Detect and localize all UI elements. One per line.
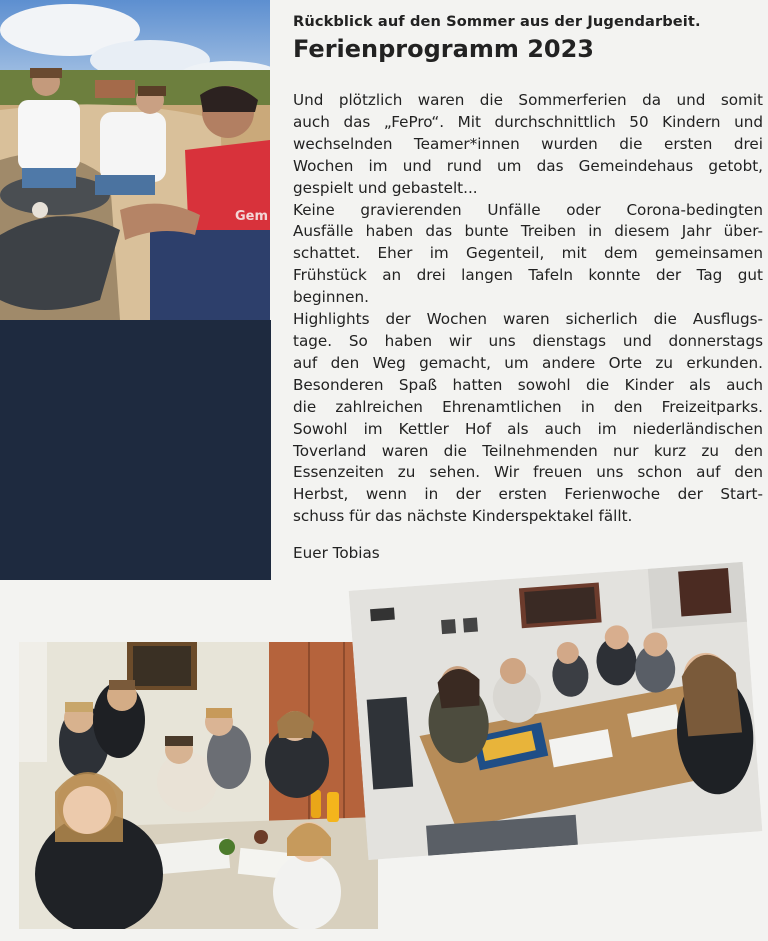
article-line: Sowohl im Kettler Hof als auch im niederländischen [293,419,763,438]
article-line: schattet. Eher im Gegenteil, mit dem gemeinsamen [293,244,763,263]
shirt-text: Gem [235,209,269,224]
article-body [293,90,763,528]
ride-photo [0,0,270,320]
dark-block [0,320,271,580]
article-line: beginnen. [293,288,369,307]
article-line: Und plötzlich waren die Sommerferien da und somit [293,91,763,109]
article-line: auf den Weg gemacht, um andere Orte zu erkunden. [293,353,763,372]
article-line: die zahlreichen Ehrenamtlichen in den Freizeitparks. [293,397,763,416]
article [293,12,763,562]
article-line: Herbst, wenn in der ersten Ferienwoche der Start- [293,485,763,504]
article-line: Besonderen Spaß hatten sowohl die Kinder als auch [293,375,763,394]
article-kicker: Rückblick auf den Sommer aus der Jugendarbeit. [293,13,701,30]
article-line: Keine gravierenden Unfälle oder Corona-bedingten [293,200,763,219]
article-line: tage. So haben wir uns dienstags und donnerstags [293,331,763,350]
article-line: Ausfälle haben das bunte Treiben in diesem Jahr über- [293,222,763,241]
article-line: Wochen im und rund um das Gemeindehaus getobt, [293,156,763,175]
article-line: Toverland waren die Teilnehmenden nur kurz zu den [293,441,763,460]
article-title: Ferienprogramm 2023 [293,35,595,63]
article-line: Essenzeiten zu sehen. Wir freuen uns schon auf den [293,463,763,482]
article-line: wechselnden Teamer*innen wurden die ersten drei [293,134,763,153]
article-line: gespielt und gebastelt... [293,178,478,197]
article-line: Highlights der Wochen waren sicherlich die Ausflugs- [293,310,763,329]
crafting-photo [19,642,378,929]
article-line: schuss für das nächste Kinderspektakel fällt. [293,507,633,526]
group-table-photo [349,562,763,860]
article-line: Frühstück an drei langen Tafeln konnte der Tag gut [293,266,763,285]
article-signature: Euer Tobias [293,544,380,563]
article-line: auch das „FePro“. Mit durchschnittlich 50 Kindern und [293,112,763,131]
